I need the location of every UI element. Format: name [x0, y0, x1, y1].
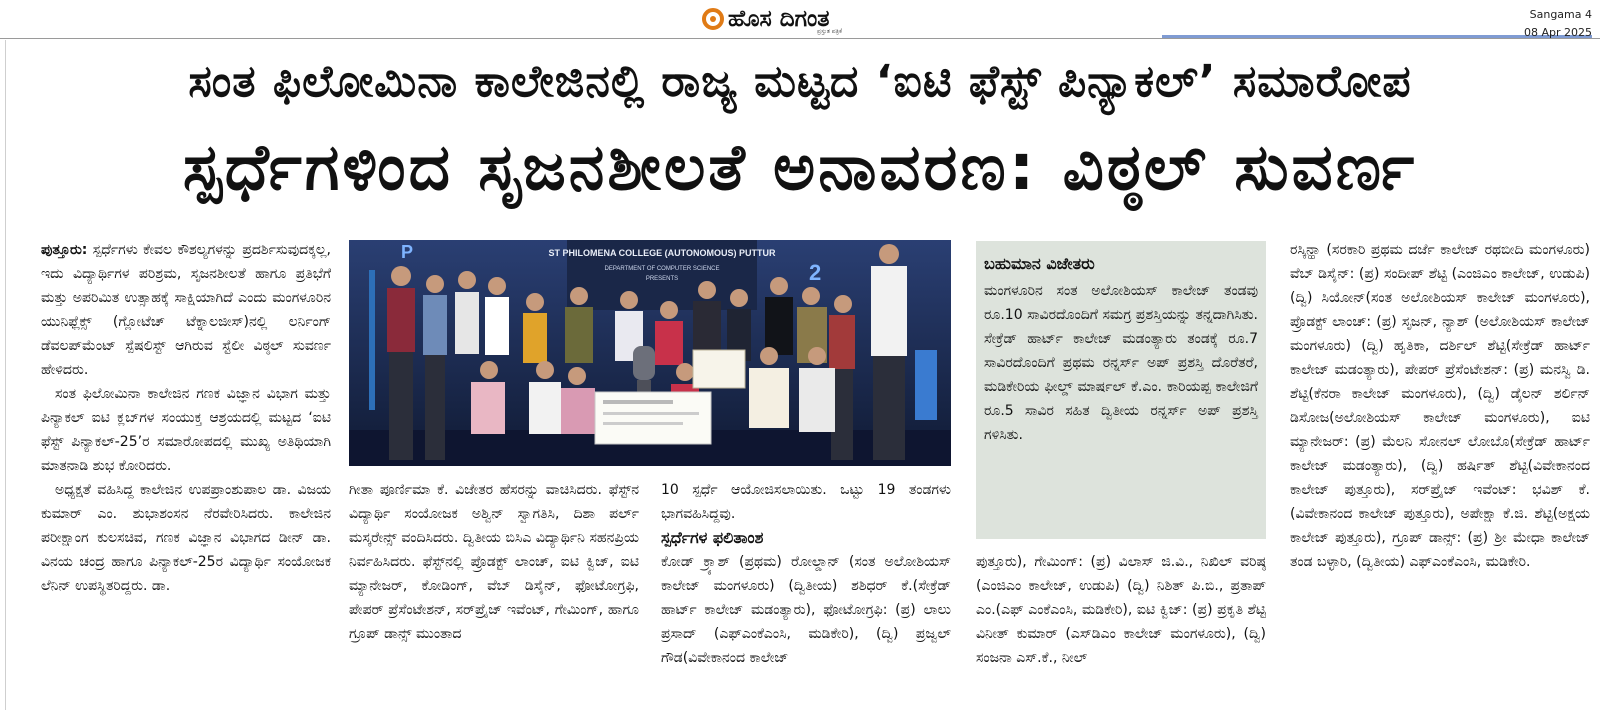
article-paragraph: ಪುತ್ತೂರು), ಗೇಮಿಂಗ್: (ಪ್ರ) ವಿಲಾಸ್ ಜಿ.ವಿ., ನಿಖಿಲ್ ವರಿಷ್ಠ (ಎಂಜಿಎಂ ಕಾಲೇಜ್, ಉಡುಪಿ) (ದ್ವಿ) ನಿಶಿತ್ ಪಿ.ಬಿ., ಪ್ರತಾಪ್ ಎಂ.(ಎಫ್ ಎಂಕೆಎಂಸಿ, ಮಡಿಕೇರಿ), ಐಟಿ ಕ್ವಿಜ್: (ಪ್ರ) ಪ್ರಕೃತಿ ಶೆಟ್ಟಿ ವಿನೀತ್ ಕುಮಾರ್ (ಎಸ್‌ಡಿಎಂ ಕಾಲೇಜ್ ಮಂಗಳೂರು), (ದ್ವಿ) ಸಂಜನಾ ಎಸ್.ಕೆ., ನೀಲ್: [976, 554, 1266, 666]
article-paragraph: ಸಂತ ಫಿಲೋಮಿನಾ ಕಾಲೇಜಿನ ಗಣಕ ವಿಜ್ಞಾನ ವಿಭಾಗ ಮತ್ತು ಪಿನ್ಯಾಕಲ್ ಐಟಿ ಕ್ಲಬ್‌ಗಳ ಸಂಯುಕ್ತ ಆಶ್ರಯದಲ್ಲಿ ಮಟ್ಟದ ‘ಐಟಿ ಫೆಸ್ಟ್ ಪಿನ್ಯಾಕಲ್-25’ರ ಸಮಾರೋಪದಲ್ಲಿ ಮುಖ್ಯ ಅತಿಥಿಯಾಗಿ ಮಾತನಾಡಿ ಶುಭ ಕೋರಿದರು.: [41, 386, 331, 474]
results-subhead: ಸ್ಪರ್ಧೆಗಳ ಫಲಿತಾಂಶ: [661, 528, 764, 547]
svg-text:2: 2: [809, 260, 822, 285]
prize-box-title: ಬಹುಮಾನ ವಿಜೇತರು: [984, 254, 1095, 273]
event-photo: [349, 240, 951, 466]
svg-text:P: P: [401, 242, 414, 262]
article-column-3: [661, 478, 951, 708]
article-kicker: ಸಂತ ಫಿಲೋಮಿನಾ ಕಾಲೇಜಿನಲ್ಲಿ ರಾಜ್ಯ ಮಟ್ಟದ ‘ಐಟಿ ಫೆಸ್ಟ್ ಪಿನ್ಯಾಕಲ್’ ಸಮಾರೋಪ: [188, 56, 1412, 107]
logo-tagline: ಪ್ರಸ್ತುತ ಪತ್ರಿಕೆ: [817, 28, 843, 35]
prize-winners-box: [976, 241, 1266, 539]
masthead-rule: [0, 38, 1600, 39]
article-paragraph: ಗೀತಾ ಪೂರ್ಣಿಮಾ ಕೆ. ವಿಜೇತರ ಹೆಸರನ್ನು ವಾಚಿಸಿದರು. ಫೆಸ್ಟ್‌ನ ವಿದ್ಯಾರ್ಥಿ ಸಂಯೋಜಕ ಅಶ್ವಿನ್ ಸ್ವಾಗತಿಸಿ, ದಿಶಾ ಪರ್ಲ್ ಮಸ್ಕರೇನ್ಸ್ ವಂದಿಸಿದರು. ದ್ವಿತೀಯ ಬಿಸಿಎ ವಿದ್ಯಾರ್ಥಿನಿ ಸಹನಪ್ರಿಯ ನಿರ್ವಹಿಸಿದರು. ಫೆಸ್ಟ್‌ನಲ್ಲಿ ಪ್ರೊಡಕ್ಟ್ ಲಾಂಚ್, ಐಟಿ ಕ್ವಿಜ್, ಐಟಿ ಮ್ಯಾನೇಜರ್, ಕೋಡಿಂಗ್, ವೆಬ್ ಡಿಸೈನ್, ಫೋಟೋಗ್ರಫಿ, ಪೇಪರ್ ಪ್ರೆಸೆಂಟೇಶನ್, ಸರ್‌ಪ್ರೈಜ್ ಇವೆಂಟ್, ಗೇಮಿಂಗ್, ಹಾಗೂ ಗ್ರೂಪ್ ಡಾನ್ಸ್ ಮುಂತಾದ: [349, 482, 639, 642]
article-paragraph: ರಸ್ಕಿನ್ಹಾ (ಸರಕಾರಿ ಪ್ರಥಮ ದರ್ಜೆ ಕಾಲೇಜ್ ರಥಬೀದಿ ಮಂಗಳೂರು) ವೆಬ್ ಡಿಸೈನ್: (ಪ್ರ) ಸಂದೀಪ್ ಶೆಟ್ಟಿ (ಎಂಜಿಎಂ ಕಾಲೇಜ್, ಉಡುಪಿ) (ದ್ವಿ) ಸಿಯೋನ್(ಸಂತ ಅಲೋಶಿಯಸ್ ಕಾಲೇಜ್ ಮಂಗಳೂರು), ಪ್ರೊಡಕ್ಟ್ ಲಾಂಚ್: (ಪ್ರ) ಸೃಜನ್, ನ್ಯಾಶ್ (ಅಲೋಶಿಯಸ್ ಕಾಲೇಜ್ ಮಂಗಳೂರು) (ದ್ವಿ) ಹೃತಿಕಾ, ದರ್ಶಿಲ್ ಶೆಟ್ಟಿ(ಸೇಕ್ರೆಡ್ ಹಾರ್ಟ್ ಕಾಲೇಜ್ ಮಡಂತ್ಯಾರು), ಪೇಪರ್ ಪ್ರೆಸೆಂಟೇಶನ್: (ಪ್ರ) ಮನಸ್ವಿ ಡಿ. ಶೆಟ್ಟಿ(ಕೆನರಾ ಕಾಲೇಜ್ ಮಂಗಳೂರು), (ದ್ವಿ) ಡೈಲನ್ ಶರ್ಲಿನ್ ಡಿಸೋಜ(ಅಲೋಶಿಯಸ್ ಕಾಲೇಜ್ ಮಂಗಳೂರು), ಐಟಿ ಮ್ಯಾನೇಜರ್: (ಪ್ರ) ಮೆಲನಿ ಸೋನಲ್ ಲೋಬೊ(ಸೇಕ್ರೆಡ್ ಹಾರ್ಟ್ ಕಾಲೇಜ್ ಮಡಂತ್ಯಾರು), (ದ್ವಿ) ಹರ್ಷಿತ್ ಶೆಟ್ಟಿ(ವಿವೇಕಾನಂದ ಕಾಲೇಜ್ ಪುತ್ತೂರು), ಸರ್‌ಪ್ರೈಜ್ ಇವೆಂಟ್: ಭವಿಶ್ ಕೆ. (ವಿವೇಕಾನಂದ ಕಾಲೇಜ್ ಪುತ್ತೂರು), ಅಪೇಕ್ಷಾ ಕೆ.ಜಿ. ಶೆಟ್ಟಿ(ಅಕ್ಷಯ ಕಾಲೇಜ್ ಪುತ್ತೂರು), ಗ್ರೂಪ್ ಡಾನ್ಸ್: (ಪ್ರ) ಶ್ರೀ ಮೇಧಾ ಕಾಲೇಜ್ ತಂಡ ಬಳ್ಳಾರಿ, (ದ್ವಿತೀಯ) ಎಫ್‌ಎಂಕೆಎಂಸಿ, ಮಡಿಕೇರಿ.: [1290, 242, 1590, 570]
photo-banner-line1: ST PHILOMENA COLLEGE (AUTONOMOUS) PUTTUR: [548, 248, 776, 258]
logo-text: ಹೊಸ ದಿಗಂತ: [728, 6, 830, 32]
newspaper-logo: [702, 4, 829, 34]
edition-date: 08 Apr 2025: [1523, 26, 1592, 39]
photo-banner-line3: PRESENTS: [645, 276, 679, 282]
article-headline: ಸ್ಪರ್ಧೆಗಳಿಂದ ಸೃಜನಶೀಲತೆ ಅನಾವರಣ: ವಿಠ್ಠಲ್ ಸುವರ್ಣ: [182, 131, 1418, 205]
article-column-2: [349, 478, 639, 708]
prize-box-text: ಮಂಗಳೂರಿನ ಸಂತ ಅಲೋಶಿಯಸ್ ಕಾಲೇಜ್ ತಂಡವು ರೂ.10 ಸಾವಿರದೊಂದಿಗೆ ಸಮಗ್ರ ಪ್ರಶಸ್ತಿಯನ್ನು ತನ್ನದಾಗಿಸಿತು. ಸೇಕ್ರೆಡ್ ಹಾರ್ಟ್ ಕಾಲೇಜ್ ಮಡಂತ್ಯಾರು ತಂಡಕ್ಕೆ ರೂ.7 ಸಾವಿರದೊಂದಿಗೆ ಪ್ರಥಮ ರನ್ನರ್ಸ್ ಅಪ್ ಪ್ರಶಸ್ತಿ ದೊರೆತರೆ, ಮಡಿಕೇರಿಯ ಫೀಲ್ಡ್ ಮಾರ್ಷಲ್ ಕೆ.ಎಂ. ಕಾರಿಯಪ್ಪ ಕಾಲೇಜಿಗೆ ರೂ.5 ಸಾವಿರ ಸಹಿತ ದ್ವಿತೀಯ ರನ್ನರ್ಸ್ ಅಪ್ ಪ್ರಶಸ್ತಿ ಗಳಿಸಿತು.: [984, 283, 1258, 443]
edition-name: Sangama 4: [1529, 8, 1592, 21]
article-column-1: [41, 238, 331, 708]
article-paragraph: ಅಧ್ಯಕ್ಷತೆ ವಹಿಸಿದ್ದ ಕಾಲೇಜಿನ ಉಪಪ್ರಾಂಶುಪಾಲ ಡಾ. ವಿಜಯ ಕುಮಾರ್ ಎಂ. ಶುಭಾಶಂಸನ ನೆರವೇರಿಸಿದರು. ಕಾಲೇಜಿನ ಪರೀಕ್ಷಾಂಗ ಕುಲಸಚಿವ, ಗಣಕ ವಿಜ್ಞಾನ ವಿಭಾಗದ ಡೀನ್ ಡಾ. ವಿನಯ ಚಂದ್ರ ಹಾಗೂ ಪಿನ್ಯಾಕಲ್-25ರ ವಿದ್ಯಾರ್ಥಿ ಸಂಯೋಜಕ ಲೆನಿನ್ ಉಪಸ್ಥಿತರಿದ್ದರು. ಡಾ.: [41, 482, 331, 594]
edition-info: [1524, 6, 1592, 42]
results-paragraph: ಕೋಡ್ ಕ್ರ್ಯಾಶ್ (ಪ್ರಥಮ) ರೋಲ್ಡಾನ್ (ಸಂತ ಅಲೋಶಿಯಸ್ ಕಾಲೇಜ್ ಮಂಗಳೂರು) (ದ್ವಿತೀಯ) ಶಶಿಧರ್ ಕೆ.(ಸೇಕ್ರೆಡ್ ಹಾರ್ಟ್ ಕಾಲೇಜ್ ಮಡಂತ್ಯಾರು), ಫೋಟೋಗ್ರಫಿ: (ಪ್ರ) ಲಾಲು ಪ್ರಸಾದ್ (ಎಫ್‌ಎಂಕೆಎಂಸಿ, ಮಡಿಕೇರಿ), (ದ್ವಿ) ಪ್ರಜ್ವಲ್ ಗೌಡ(ವಿವೇಕಾನಂದ ಕಾಲೇಜ್: [661, 554, 951, 666]
article-paragraph: 10 ಸ್ಪರ್ಧೆ ಆಯೋಜಿಸಲಾಯಿತು. ಒಟ್ಟು 19 ತಂಡಗಳು ಭಾಗವಹಿಸಿದ್ದವು.: [661, 482, 951, 522]
article-paragraph: [41, 238, 331, 382]
photo-banner-line2: DEPARTMENT OF COMPUTER SCIENCE: [604, 266, 720, 272]
event-photo-illustration: [349, 240, 951, 466]
paragraph-text: ಸ್ಪರ್ಧೆಗಳು ಕೇವಲ ಕೌಶಲ್ಯಗಳನ್ನು ಪ್ರದರ್ಶಿಸುವುದಕ್ಕಲ್ಲ, ಇದು ವಿದ್ಯಾರ್ಥಿಗಳ ಪರಿಶ್ರಮ, ಸೃಜನಶೀಲತೆ ಹಾಗೂ ಪ್ರತಿಭೆಗೆ ಮತ್ತು ಅಪರಿಮಿತ ಉತ್ಸಾಹಕ್ಕೆ ಸಾಕ್ಷಿಯಾಗಿದೆ ಎಂದು ಮಂಗಳೂರಿನ ಯುನಿಫ್ಲೆಕ್ಸ್ (ಗ್ಲೋಟೆಚ್ ಟೆಕ್ನಾಲಜೀಸ್)ನಲ್ಲಿ ಲರ್ನಿಂಗ್ ಡೆವಲಪ್‌ಮೆಂಟ್ ಸ್ಪೆಷಲಿಸ್ಟ್ ಆಗಿರುವ ಸ್ಟೆಲೀ ವಿಠ್ಠಲ್ ಸುವರ್ಣ ಹೇಳಿದರು.: [41, 242, 331, 378]
article-column-4: [976, 550, 1266, 708]
article-column-5: [1290, 238, 1590, 708]
dateline: ಪುತ್ತೂರು:: [41, 242, 88, 258]
sun-logo-icon: [702, 8, 724, 30]
